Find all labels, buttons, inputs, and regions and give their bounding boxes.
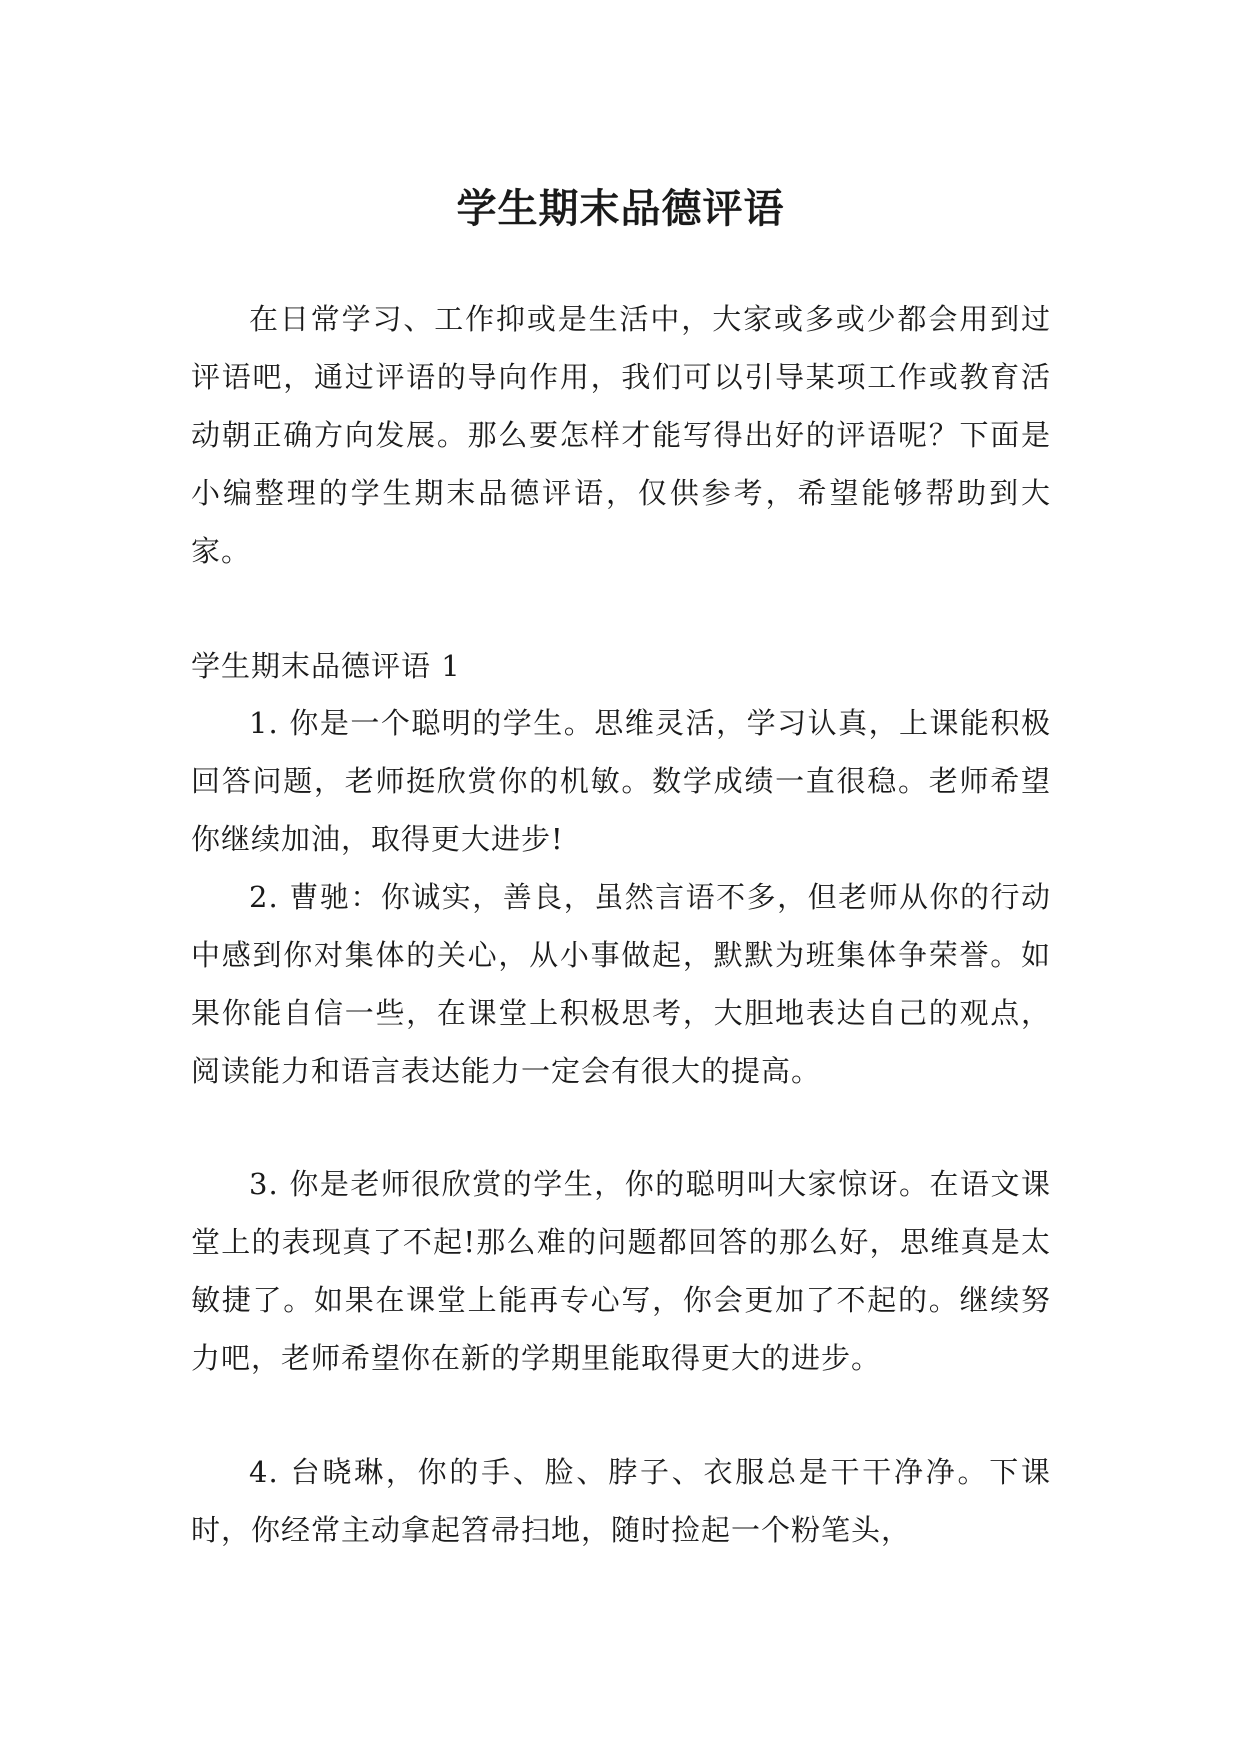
section-heading: 学生期末品德评语 1 — [191, 649, 461, 683]
comment-item-1: 1. 你是一个聪明的学生。思维灵活，学习认真，上课能积极回答问题，老师挺欣赏你的机敏。数学成绩一直很稳。老师希望你继续加油，取得更大进步! — [191, 706, 1051, 856]
comment-item-4: 4. 台晓琳，你的手、脸、脖子、衣服总是干干净净。下课时，你经常主动拿起笤帚扫地，随时捡起一个粉笔头， — [191, 1455, 1051, 1547]
intro-paragraph: 在日常学习、工作抑或是生活中，大家或多或少都会用到过评语吧，通过评语的导向作用，我们可以引导某项工作或教育活动朝正确方向发展。那么要怎样才能写得出好的评语呢？下面是小编整理的学生期末品德评语，仅供参考，希望能够帮助到大家。 — [191, 302, 1051, 568]
comment-item-3: 3. 你是老师很欣赏的学生，你的聪明叫大家惊讶。在语文课堂上的表现真了不起!那么难的问题都回答的那么好，思维真是太敏捷了。如果在课堂上能再专心写，你会更加了不起的。继续努力吧，老师希望你在新的学期里能取得更大的进步。 — [191, 1167, 1051, 1375]
comment-item-2: 2. 曹驰：你诚实，善良，虽然言语不多，但老师从你的行动中感到你对集体的关心，从小事做起，默默为班集体争荣誉。如果你能自信一些，在课堂上积极思考，大胆地表达自己的观点，阅读能力和语言表达能力一定会有很大的提高。 — [191, 880, 1051, 1088]
document-title: 学生期末品德评语 — [456, 185, 785, 232]
